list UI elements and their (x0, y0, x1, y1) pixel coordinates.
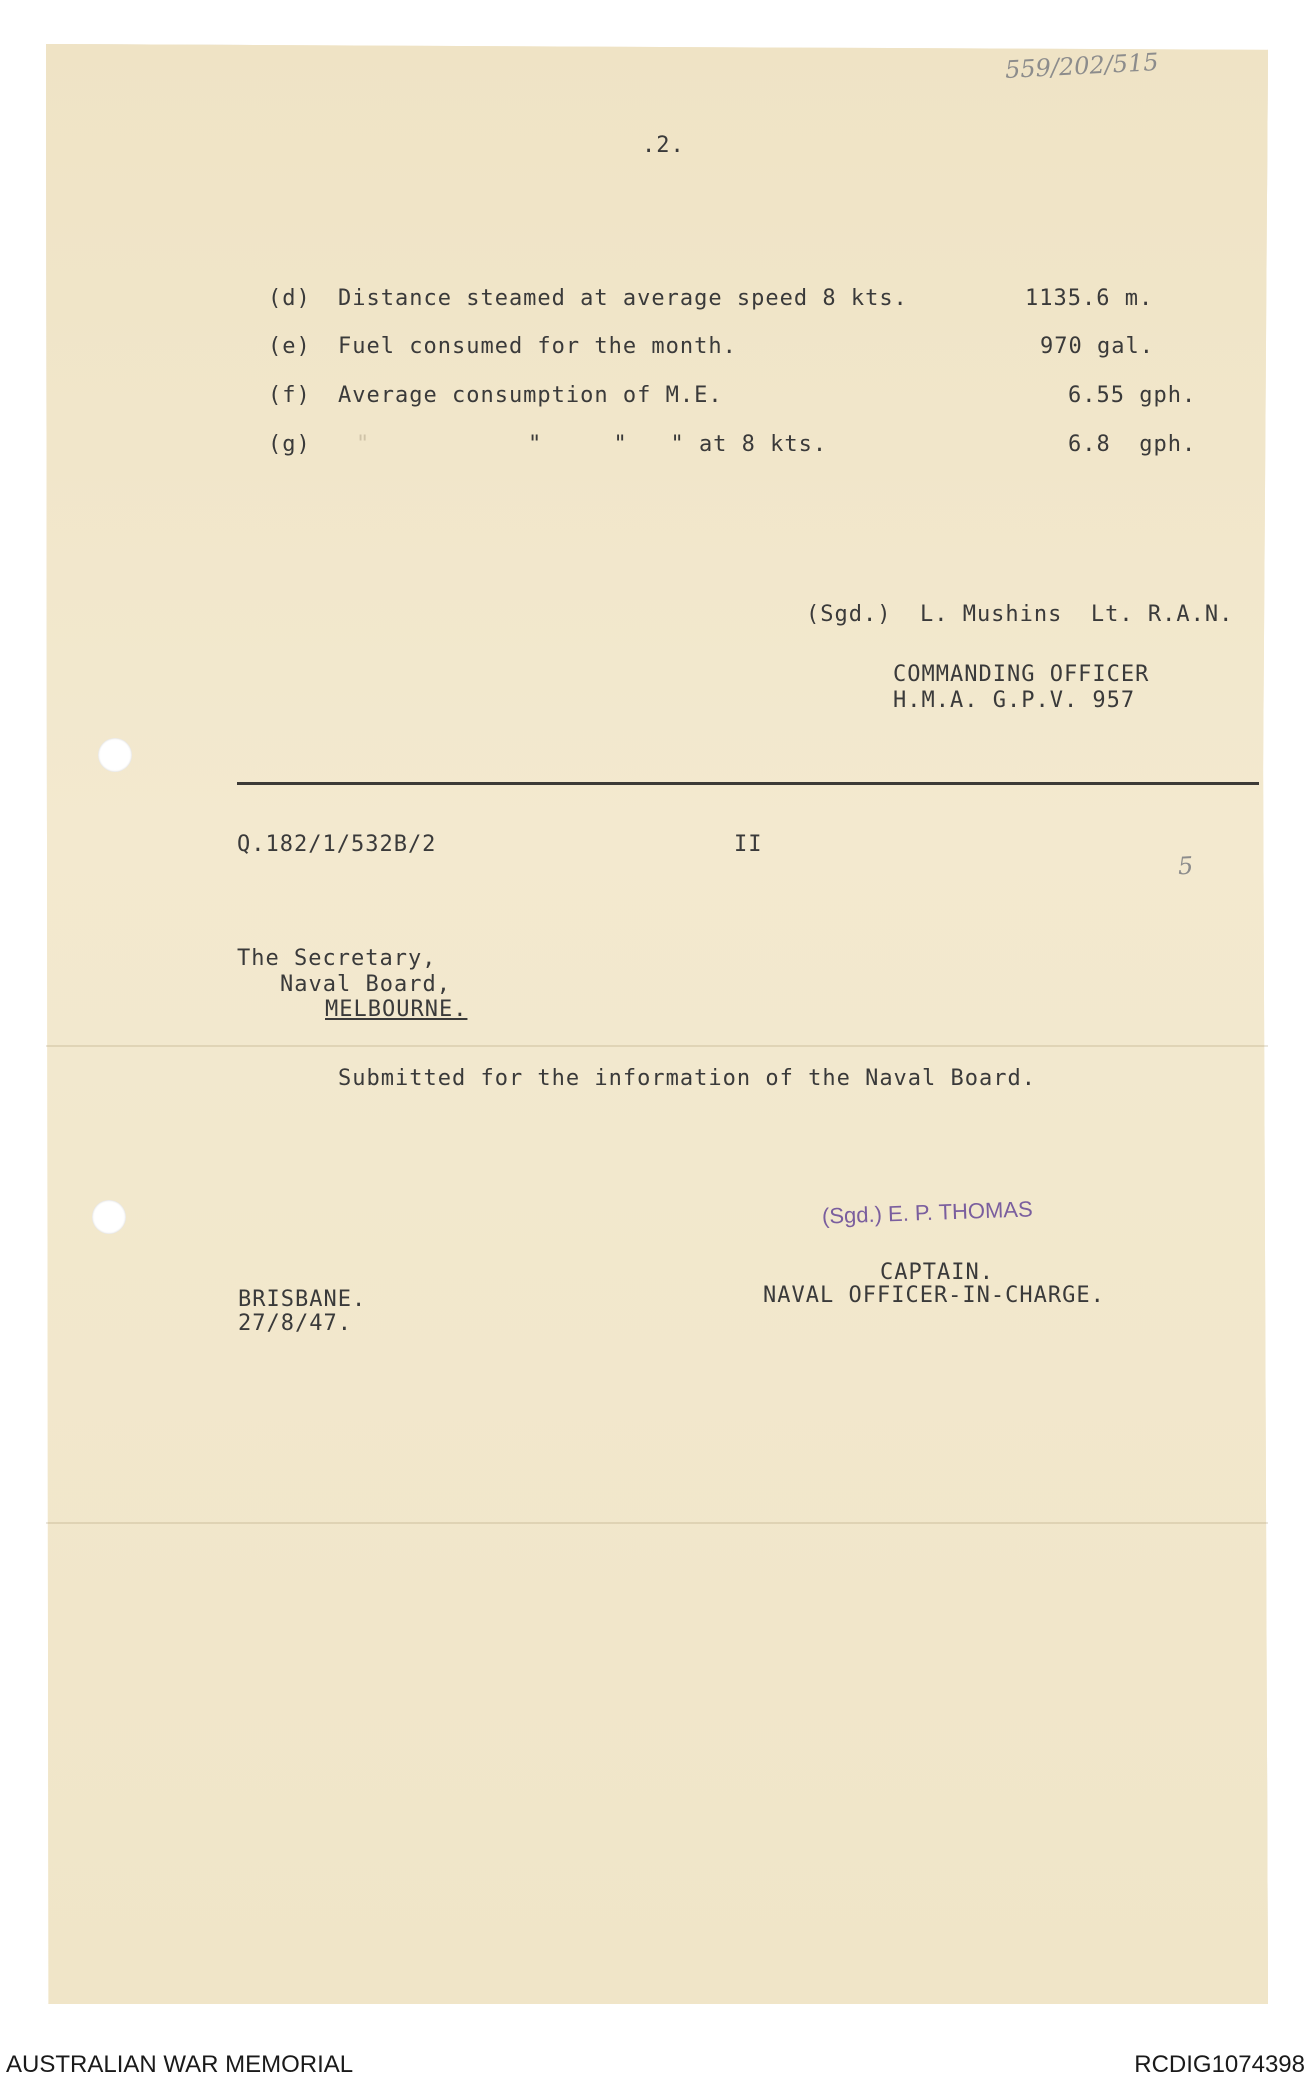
body-text: Submitted for the information of the Naval Board. (338, 1066, 1037, 1091)
footer-record-id: RCDIG1074398 (1134, 2051, 1305, 2078)
address-line: Naval Board, (280, 972, 451, 997)
item-text: Average consumption of M.E. (338, 383, 723, 408)
item-text: Distance steamed at average speed 8 kts. (338, 286, 908, 311)
item-value: 1135.6 m. (1025, 286, 1154, 311)
signature-title: COMMANDING OFFICER (893, 662, 1150, 687)
item-text: Fuel consumed for the month. (338, 334, 737, 359)
signature-stamp: (Sgd.) E. P. THOMAS (821, 1196, 1034, 1229)
item-letter: (g) (268, 432, 311, 457)
rank: CAPTAIN. (880, 1260, 994, 1285)
punch-hole (98, 738, 132, 772)
minute-number: II (734, 832, 763, 857)
paper-fold (46, 1522, 1268, 1524)
divider-line (237, 782, 1259, 785)
item-letter: (f) (268, 383, 311, 408)
position-title: NAVAL OFFICER-IN-CHARGE. (763, 1283, 1105, 1308)
footer-source: AUSTRALIAN WAR MEMORIAL (6, 2051, 354, 2078)
reference-number: Q.182/1/532B/2 (237, 832, 437, 857)
item-letter: (e) (268, 334, 311, 359)
punch-hole (92, 1200, 126, 1234)
item-value: 6.8 gph. (1068, 432, 1197, 457)
address-line: The Secretary, (237, 946, 437, 971)
item-value: 6.55 gph. (1068, 383, 1197, 408)
archive-annotation: 559/202/515 (1004, 47, 1160, 85)
signature-name: (Sgd.) L. Mushins Lt. R.A.N. (806, 602, 1234, 627)
item-text: " " " at 8 kts. (528, 432, 828, 457)
paper-fold (46, 1045, 1268, 1047)
page-number: .2. (642, 133, 685, 158)
item-text-faded: " (356, 432, 371, 457)
item-letter: (d) (268, 286, 311, 311)
margin-mark: 5 (1177, 851, 1195, 881)
date: 27/8/47. (238, 1311, 352, 1336)
place: BRISBANE. (238, 1287, 367, 1312)
item-value: 970 gal. (1040, 334, 1154, 359)
signature-vessel: H.M.A. G.P.V. 957 (893, 688, 1136, 713)
address-city: MELBOURNE. (325, 997, 468, 1022)
